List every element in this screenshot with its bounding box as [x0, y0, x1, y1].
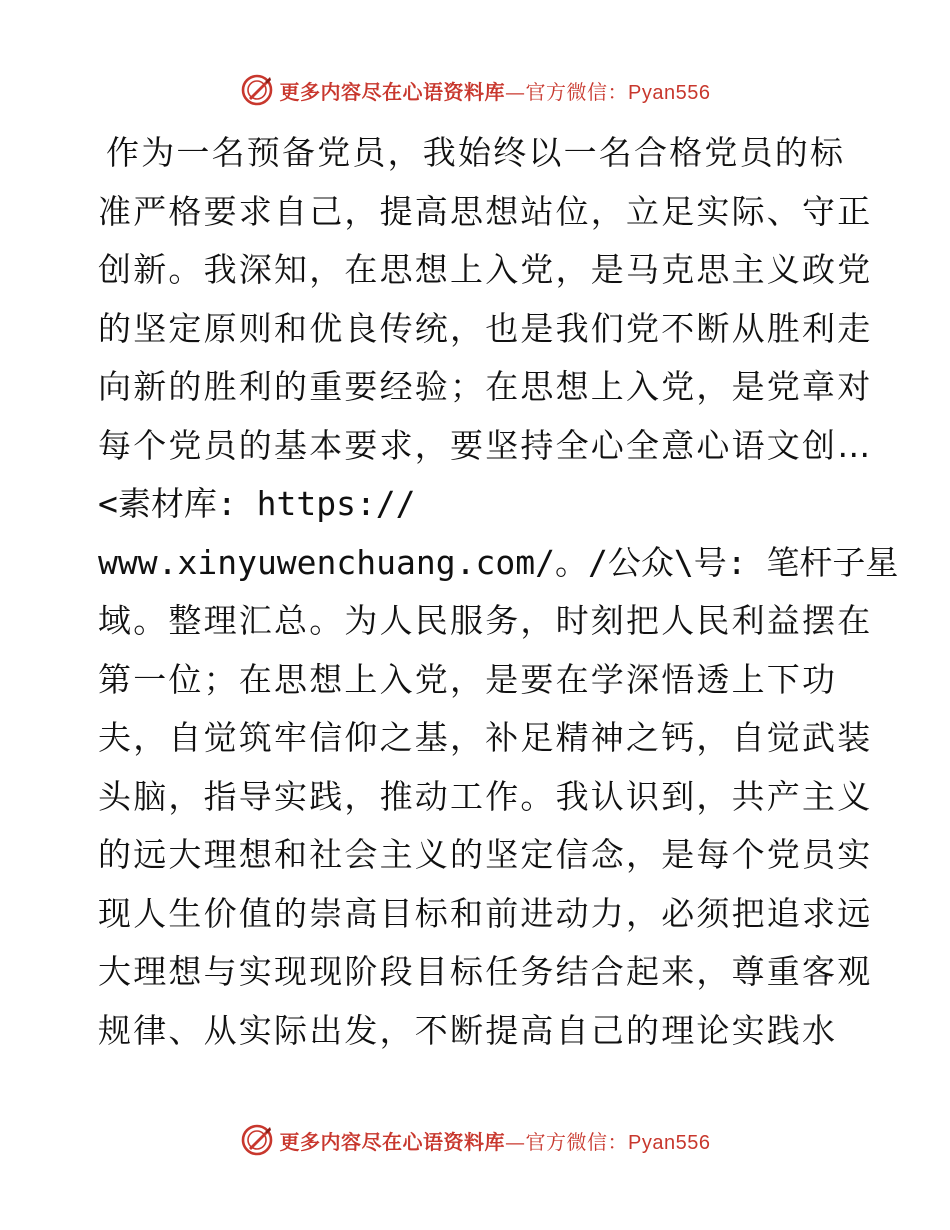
body-line: 规律、从实际出发，不断提高自己的理论实践水 — [98, 1010, 838, 1050]
footer-wechat-account: Pyan556 — [628, 1131, 711, 1154]
body-line: 夫，自觉筑牢信仰之基，补足精神之钙，自觉武装 — [98, 718, 873, 757]
body-line: 准严格要求自己，提高思想站位，立足实际、守正 — [98, 191, 873, 231]
body-line: 作为一名预备党员，我始终以一名合格党员的标 — [106, 133, 846, 172]
body-line: 第一位；在思想上入党，是要在学深悟透上下功 — [98, 659, 838, 699]
footer-banner — [0, 1122, 950, 1158]
footer-wechat-label: 官方微信： — [525, 1129, 629, 1154]
body-line: 大理想与实现现阶段目标任务结合起来，尊重客观 — [98, 952, 873, 991]
document-body — [98, 124, 899, 1060]
header-wechat-label: 官方微信： — [525, 79, 629, 104]
footer-brand-text: 更多内容尽在心语资料库 — [279, 1129, 506, 1154]
body-line: 创新。我深知，在思想上入党，是马克思主义政党 — [98, 250, 873, 289]
footer-separator: — — [505, 1129, 526, 1154]
footer-brand-line — [280, 1126, 711, 1155]
header-separator: — — [505, 79, 526, 104]
body-line: 的坚定原则和优良传统，也是我们党不断从胜利走 — [98, 308, 873, 348]
body-line: 向新的胜利的重要经验；在思想上入党，是党章对 — [98, 367, 873, 406]
header-banner — [0, 72, 950, 108]
body-line: 域。整理汇总。为人民服务，时刻把人民利益摆在 — [98, 601, 873, 640]
body-line: 头脑，指导实践，推动工作。我认识到，共产主义 — [98, 776, 873, 816]
body-line: www.xinyuwenchuang.com/。/公众\号: 笔杆子星 — [98, 542, 899, 582]
brand-logo-icon — [240, 1123, 274, 1157]
header-brand-text: 更多内容尽在心语资料库 — [279, 79, 506, 104]
header-wechat-account: Pyan556 — [628, 81, 711, 104]
body-line: 现人生价值的崇高目标和前进动力，必须把追求远 — [98, 893, 873, 933]
body-line: <素材库: https:// — [98, 484, 416, 523]
body-line: 每个党员的基本要求，要坚持全心全意心语文创… — [98, 425, 873, 465]
brand-logo-icon — [240, 73, 274, 107]
header-brand-line — [280, 76, 711, 105]
body-line: 的远大理想和社会主义的坚定信念，是每个党员实 — [98, 835, 873, 874]
